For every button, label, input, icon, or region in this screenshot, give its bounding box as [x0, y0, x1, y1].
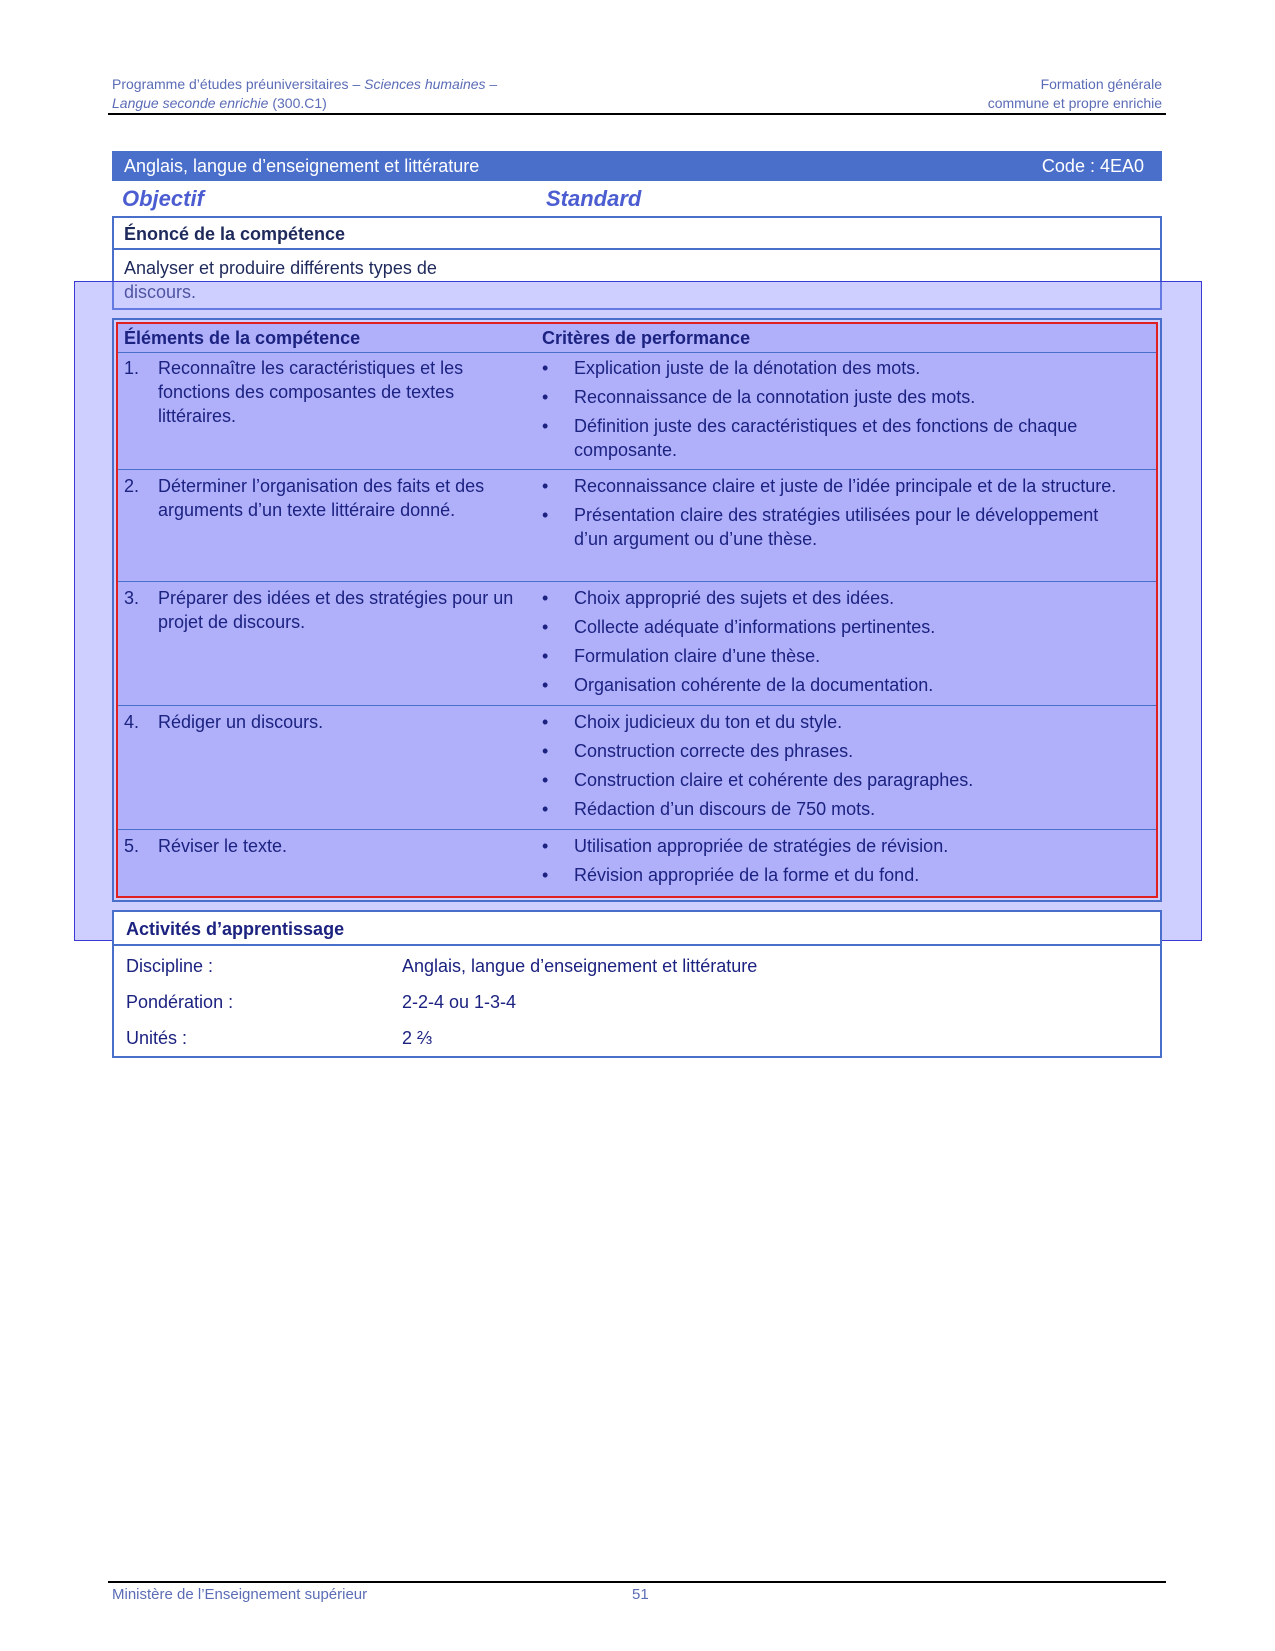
element-cell: 2. Déterminer l’organisation des faits et des arguments d’un texte littéraire donné. — [124, 476, 485, 520]
table-row — [118, 830, 1156, 896]
table-row — [118, 352, 1156, 470]
learning-activities-heading: Activités d’apprentissage — [114, 912, 1160, 946]
list-item: • Reconnaissance de la connotation juste des mots. — [542, 387, 976, 407]
formation-label: Formation générale — [1040, 76, 1162, 92]
criteria-cell — [542, 834, 1122, 892]
page-number: 51 — [632, 1586, 649, 1603]
list-item: • Rédaction d’un discours de 750 mots. — [542, 799, 876, 819]
list-item: • Reconnaissance claire et juste de l’idée principale et de la structure. — [542, 476, 1117, 496]
list-item: • Utilisation appropriée de stratégies de révision. — [542, 836, 949, 856]
criteria-cell — [542, 710, 1122, 826]
list-item: • Définition juste des caractéristiques et des fonctions de chaque composante. — [542, 416, 1078, 460]
list-item: • Organisation cohérente de la documentation. — [542, 675, 934, 695]
element-cell: 1. Reconnaître les caractéristiques et les fonctions des composantes de textes littéraires. — [124, 358, 464, 426]
units-label: Unités : — [126, 1028, 188, 1048]
page-header-line-1 — [112, 76, 1162, 92]
criteria-column-header: Critères de performance — [542, 328, 751, 348]
competence-table — [116, 322, 1158, 898]
header-rule — [108, 113, 1166, 115]
footer-ministry: Ministère de l’Enseignement supérieur — [112, 1586, 368, 1603]
ponderation-value: 2-2-4 ou 1-3-4 — [402, 992, 517, 1012]
course-title-bar — [112, 151, 1162, 181]
course-title: Anglais, langue d’enseignement et littérature — [124, 155, 480, 176]
program-subtitle: Langue seconde enrichie (300.C1) — [112, 95, 327, 111]
course-code: Code : 4EA0 — [1041, 155, 1144, 176]
program-title: Programme d’études préuniversitaires – Sciences humaines – — [112, 76, 498, 92]
elements-column-header: Éléments de la compétence — [124, 328, 361, 348]
competence-statement-heading: Énoncé de la compétence — [114, 218, 1160, 250]
criteria-cell — [542, 356, 1122, 467]
objective-label: Objectif — [122, 186, 204, 211]
competence-statement-text: Analyser et produire différents types de discours. — [124, 258, 437, 302]
discipline-label: Discipline : — [126, 956, 214, 976]
list-item: • Construction correcte des phrases. — [542, 741, 854, 761]
discipline-value: Anglais, langue d’enseignement et littérature — [402, 956, 758, 976]
competence-table-header — [118, 324, 1156, 353]
list-item: • Formulation claire d’une thèse. — [542, 646, 821, 666]
list-item: • Choix approprié des sujets et des idées. — [542, 588, 895, 608]
element-cell: 5. Réviser le texte. — [124, 836, 288, 856]
element-cell: 3. Préparer des idées et des stratégies pour un projet de discours. — [124, 588, 514, 632]
list-item: • Présentation claire des stratégies utilisées pour le développement d’un argument ou d’une thèse. — [542, 505, 1099, 549]
page-header-line-2 — [112, 95, 1162, 111]
list-item: • Explication juste de la dénotation des mots. — [542, 358, 921, 378]
formation-sublabel: commune et propre enrichie — [987, 95, 1162, 111]
ponderation-label: Pondération : — [126, 992, 234, 1012]
list-item: • Révision appropriée de la forme et du fond. — [542, 865, 920, 885]
table-row — [118, 470, 1156, 582]
criteria-cell — [542, 586, 1122, 702]
list-item: • Collecte adéquate d’informations pertinentes. — [542, 617, 936, 637]
table-row — [118, 706, 1156, 830]
table-row — [118, 582, 1156, 706]
standard-label: Standard — [546, 186, 642, 211]
footer-rule — [108, 1581, 1166, 1583]
list-item: • Construction claire et cohérente des paragraphes. — [542, 770, 974, 790]
criteria-cell — [542, 474, 1122, 556]
learning-activities-box — [112, 910, 1162, 1058]
list-item: • Choix judicieux du ton et du style. — [542, 712, 843, 732]
units-value: 2 ⅔ — [402, 1028, 433, 1048]
element-cell: 4. Rédiger un discours. — [124, 712, 324, 732]
